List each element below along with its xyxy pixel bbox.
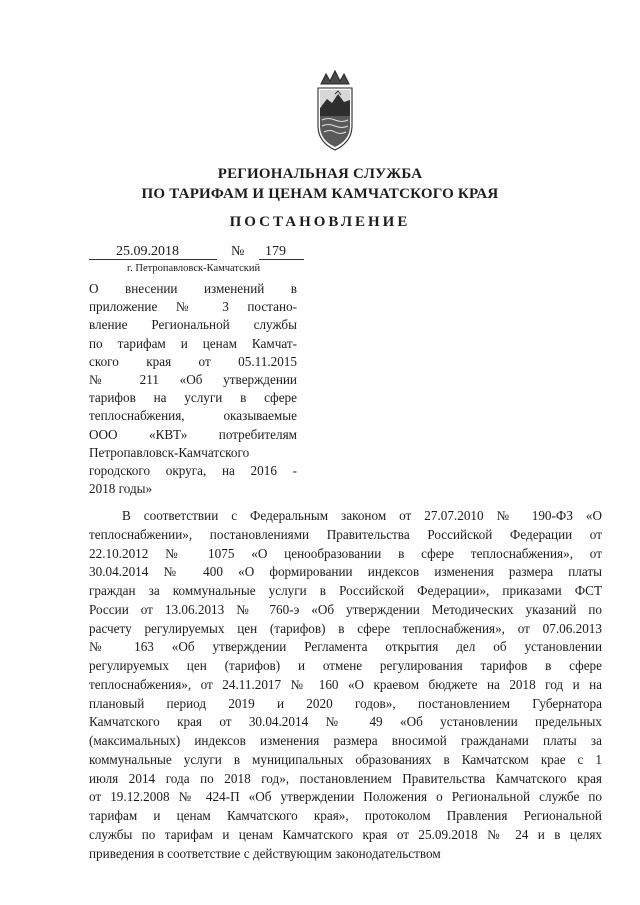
number-sign: № xyxy=(231,244,245,259)
body-line: Камчатского края от 30.04.2014 № 49 «Об установлении предельных xyxy=(89,714,602,730)
subject-line: приложение № 3 постано- xyxy=(89,299,297,315)
body-line: теплоснабжении», постановлениями Правительства Российской Федерации от xyxy=(89,526,602,542)
body-line: В соответствии с Федеральным законом от 27.07.2010 № 190-ФЗ «О xyxy=(122,508,602,523)
body-line: России от 13.06.2013 № 760-э «Об утверждении Методических указаний по xyxy=(89,601,602,617)
subject-line: № 211 «Об утверждении xyxy=(89,372,297,388)
subject-line: О внесении изменений в xyxy=(89,281,297,296)
kamchatka-coat-of-arms-icon xyxy=(313,68,357,152)
body-line: теплоснабжения», от 24.11.2017 № 160 «О краевом бюджете на 2018 год и на xyxy=(89,676,602,692)
body-line: 22.10.2012 № 1075 «О ценообразовании в сфере теплоснабжения», от xyxy=(89,545,602,561)
subject-line: Петропавловск-Камчатского xyxy=(89,444,250,460)
body-line: расчету регулируемых цен (тарифов) в сфере теплоснабжения», от 07.06.2013 xyxy=(89,620,602,636)
body-line: граждан за коммунальные услуги в Российской Федерации», приказами ФСТ xyxy=(89,583,602,598)
body-line: № 163 «Об утверждении Регламента открытия дел об установлении xyxy=(89,639,602,655)
document-body xyxy=(89,507,602,863)
number-underline xyxy=(259,259,304,260)
document-type: ПОСТАНОВЛЕНИЕ xyxy=(229,214,411,230)
body-line: июля 2014 года по 2018 год», постановлением Правительства Камчатского края xyxy=(89,770,602,786)
body-line: службы по тарифам и ценам Камчатского края от 25.09.2018 № 24 и в целях xyxy=(89,826,602,842)
organization-title-line: ПО ТАРИФАМ И ЦЕНАМ КАМЧАТСКОГО КРАЯ xyxy=(141,186,499,202)
subject-line: 2018 годы» xyxy=(89,481,153,497)
document-city: г. Петропавловск-Камчатский xyxy=(127,263,261,274)
subject-line: городского округа, на 2016 - xyxy=(89,463,297,479)
body-line: 30.04.2014 № 400 «О формировании индексов изменения размера платы xyxy=(89,564,602,580)
organization-title-line: РЕГИОНАЛЬНАЯ СЛУЖБА xyxy=(217,166,423,182)
date-number-line xyxy=(89,244,304,264)
subject-line: теплоснабжения, оказываемые xyxy=(89,408,297,424)
body-line: от 19.12.2008 № 424-П «Об утверждении Положения о Региональной службе по xyxy=(89,789,602,805)
document-number: 179 xyxy=(265,244,286,259)
subject-line: тарифов на услуги в сфере xyxy=(89,390,297,406)
date-underline xyxy=(89,259,217,260)
body-line: (максимальных) индексов изменения размера вносимой гражданами платы за xyxy=(89,733,602,748)
subject-line: ского края от 05.11.2015 xyxy=(89,353,297,369)
body-line: приведения в соответствие с действующим законодательством xyxy=(89,845,441,861)
subject-line: по тарифам и ценам Камчат- xyxy=(89,335,297,351)
body-line: коммунальные услуги в муниципальных образованиях в Камчатском крае с 1 xyxy=(89,751,602,767)
organization-title xyxy=(0,164,640,204)
body-line: регулируемых цен (тарифов) и отмене регулирования тарифов в сфере xyxy=(89,658,602,673)
body-line: тарифам и ценам Камчатского края», протоколом Правления Региональной xyxy=(89,808,602,823)
document-subject xyxy=(89,280,297,498)
subject-line: ООО «КВТ» потребителям xyxy=(89,426,297,442)
document-date: 25.09.2018 xyxy=(116,244,179,259)
subject-line: вление Региональной службы xyxy=(89,317,297,333)
body-line: плановый период 2019 и 2020 годов», постановлением Губернатора xyxy=(89,695,602,711)
